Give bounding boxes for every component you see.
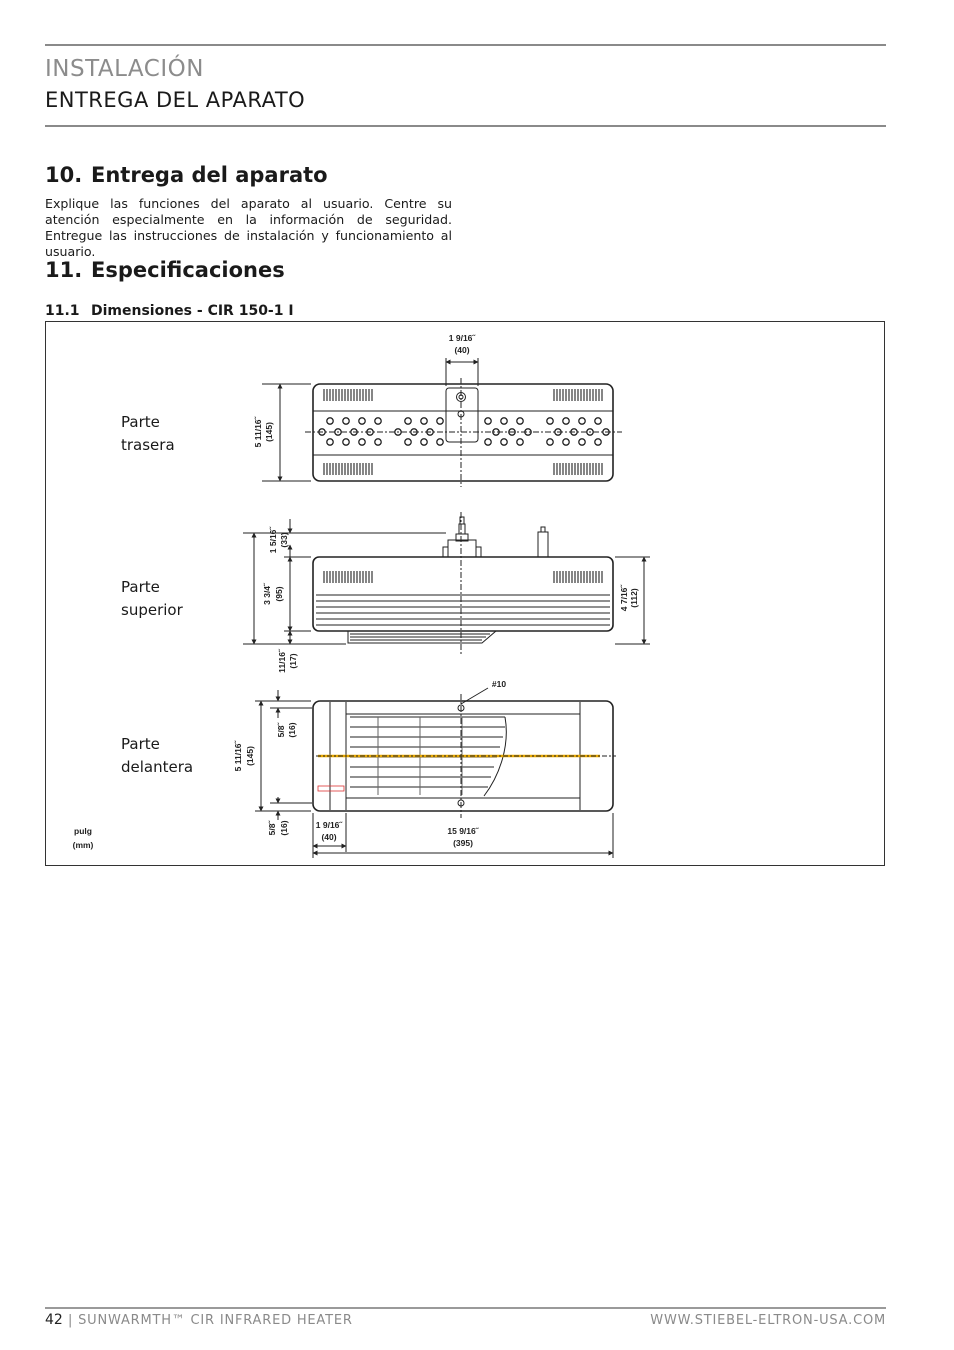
rear-view-label-line1: Parte: [121, 413, 160, 431]
units-label-inches: pulg: [74, 826, 92, 836]
footer-rule: [45, 1307, 886, 1309]
section-11-heading: [45, 258, 285, 282]
dim-top-bottom-mm: (17): [288, 653, 298, 669]
subsection-11-1-title: Dimensiones - CIR 150-1 I: [91, 303, 294, 319]
section-10-heading: [45, 163, 328, 187]
page-number: 42: [45, 1312, 63, 1328]
footer-url[interactable]: WWW.STIEBEL-ELTRON-USA.COM: [650, 1313, 886, 1328]
dim-front-bottom-in: 5/8˝: [267, 820, 277, 836]
subsection-11-1-number: 11.1: [45, 303, 80, 319]
dim-top-bottom-in: 11/16˝: [277, 649, 287, 673]
units-label-mm: (mm): [72, 840, 94, 850]
section-11-title: Especificaciones: [91, 258, 285, 282]
footer-product: | SUNWARMTH™ CIR INFRARED HEATER: [68, 1313, 353, 1328]
header-bottom-rule: [45, 125, 886, 127]
dim-rear-bracket-in: 1 9/16˝: [448, 333, 476, 343]
dim-rear-height-mm: (145): [264, 422, 274, 442]
subsection-11-1-heading: [45, 303, 294, 319]
dim-front-left-in: 1 9/16˝: [315, 820, 343, 830]
dim-front-left-mm: (40): [321, 832, 337, 842]
dim-front-width-mm: (395): [453, 838, 473, 848]
dim-front-bottom-mm: (16): [279, 820, 289, 836]
dim-front-width-in: 15 9/16˝: [447, 826, 479, 836]
rear-view-label: [121, 411, 175, 457]
dim-top-total-in: 4 7/16˝: [619, 584, 629, 612]
dim-front-height-mm: (145): [245, 746, 255, 766]
top-view-label: [121, 576, 183, 622]
top-view-label-line1: Parte: [121, 578, 160, 596]
dim-top-body-in: 3 3/4˝: [262, 583, 272, 605]
dim-top-total-mm: (112): [629, 588, 639, 608]
section-10-number: 10.: [45, 163, 83, 187]
front-view-label: [121, 733, 193, 779]
dim-front-top-in: 5/8˝: [276, 722, 286, 738]
front-view-label-line2: delantera: [121, 758, 194, 776]
dim-screw-label: #10: [491, 679, 507, 689]
header-subsection: ENTREGA DEL APARATO: [45, 88, 306, 112]
header-section: INSTALACIÓN: [45, 56, 204, 82]
section-10-title: Entrega del aparato: [91, 163, 328, 187]
rear-view-label-line2: trasera: [121, 436, 175, 454]
dim-front-height-in: 5 11/16˝: [233, 740, 243, 772]
section-11-number: 11.: [45, 258, 83, 282]
dim-front-top-mm: (16): [287, 722, 297, 738]
dim-rear-height-in: 5 11/16˝: [253, 416, 263, 448]
top-view-label-line2: superior: [121, 601, 183, 619]
dim-rear-bracket-mm: (40): [454, 345, 470, 355]
dim-top-bracket-mm: (33): [279, 532, 289, 548]
dim-top-bracket-in: 1 5/16˝: [268, 526, 278, 554]
dim-top-body-mm: (95): [274, 586, 284, 602]
front-view-label-line1: Parte: [121, 735, 160, 753]
header-top-rule: [45, 44, 886, 46]
section-10-body: Explique las funciones del aparato al usuario. Centre su atención especialmente en la información de seguridad. Entregue las instrucciones de instalación y funcionamiento al usuario.: [45, 196, 452, 259]
